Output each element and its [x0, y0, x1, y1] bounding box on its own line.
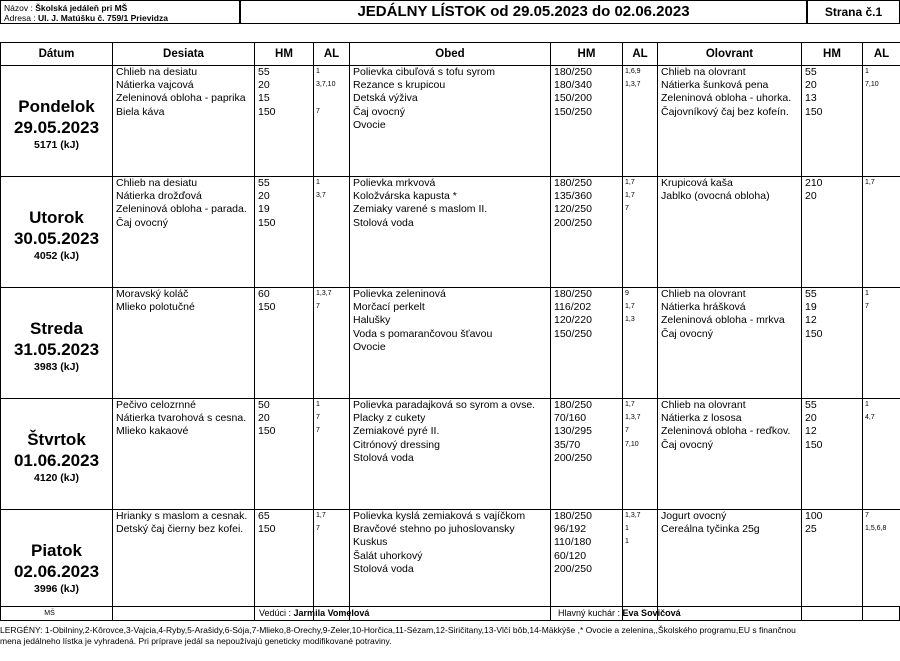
desiata-item: Zeleninová obloha - parada. [116, 203, 247, 216]
col-afternoon: Olovrant [658, 43, 802, 66]
obed-item-cell [350, 288, 551, 399]
col-afternoon-hm: HM [802, 43, 863, 66]
obed-item: Stolová voda [353, 562, 414, 575]
desiata-hm-cell [255, 510, 314, 621]
obed-item: Ovocie [353, 118, 386, 131]
desiata-hm: 55 [258, 66, 270, 78]
obed-al: 1,7 [625, 192, 635, 200]
olovrant-al: 1 [865, 290, 869, 297]
olovrant-item: Krupicová kaša [661, 177, 733, 189]
olovrant-item-cell [658, 399, 802, 510]
obed-al [623, 563, 657, 576]
desiata-item: Moravský koláč [116, 288, 189, 300]
olovrant-hm: 12 [805, 314, 817, 327]
olovrant-item: Jogurt ovocný [661, 510, 727, 522]
olovrant-item: Nátierka hrášková [661, 301, 746, 314]
olovrant-al-cell [863, 510, 900, 621]
olovrant-al: 4,7 [865, 414, 875, 422]
obed-al: 1,3 [625, 316, 635, 324]
obed-al [623, 217, 657, 230]
obed-item: Stolová voda [353, 216, 414, 229]
desiata-item: Biela káva [116, 105, 165, 118]
day-energy: 4120 (kJ) [34, 472, 79, 484]
desiata-hm: 20 [258, 412, 270, 425]
olovrant-item: Zeleninová obloha - uhorka. [661, 92, 792, 105]
obed-al: 1,3,7 [625, 81, 641, 89]
obed-al: 1,7 [625, 179, 635, 186]
obed-item: Zemiaky varené s maslom II. [353, 203, 488, 216]
desiata-al-cell [314, 177, 350, 288]
desiata-item: Nátierka vajcová [116, 79, 194, 92]
desiata-al [314, 92, 349, 105]
obed-item: Halušky [353, 314, 391, 327]
footer-ms: MŠ [44, 610, 55, 617]
obed-al: 1 [625, 525, 629, 533]
obed-item: Citrónový dressing [353, 438, 440, 451]
day-row [1, 288, 900, 399]
obed-hm: 35/70 [554, 438, 581, 451]
obed-hm [551, 341, 622, 354]
obed-al: 7 [625, 427, 629, 435]
obed-hm-cell [551, 66, 623, 177]
desiata-item: Chlieb na desiatu [116, 66, 198, 78]
olovrant-item: Zeleninová obloha - reďkov. [661, 425, 791, 438]
obed-item: Polievka cibuľová s tofu syrom [353, 66, 495, 78]
obed-item: Detská výživa [353, 92, 418, 105]
desiata-item: Detský čaj čierny bez kofei. [116, 523, 244, 536]
day-name: Štvrtok [27, 430, 86, 449]
olovrant-al: 7 [865, 512, 869, 519]
olovrant-hm: 13 [805, 92, 817, 105]
desiata-al: 1 [316, 179, 320, 186]
desiata-item-cell [113, 510, 255, 621]
olovrant-item: Čaj ovocný [661, 327, 713, 340]
head-cook-label: Hlavný kuchár : [558, 608, 621, 618]
obed-hm: 96/192 [554, 523, 587, 536]
obed-hm: 180/250 [554, 288, 592, 300]
obed-al: 1,7 [625, 401, 635, 408]
allergen-legend-line-2: mena jedálneho lístka je vyhradená. Pri príprave jedál sa nepoužívajú geneticky modifikované potraviny. [0, 636, 392, 646]
desiata-al: 7 [316, 427, 320, 435]
desiata-hm: 15 [258, 92, 270, 105]
obed-al [623, 106, 657, 119]
obed-item: Placky z cukety [353, 412, 426, 425]
desiata-hm: 150 [258, 523, 276, 536]
desiata-al: 7 [316, 414, 320, 422]
obed-al: 1 [625, 538, 629, 546]
obed-item: Morčací perkelt [353, 301, 425, 314]
olovrant-hm: 150 [805, 327, 823, 340]
olovrant-item: Chlieb na olovrant [661, 399, 746, 411]
desiata-hm-cell [255, 288, 314, 399]
desiata-hm: 150 [258, 216, 276, 229]
obed-item: Rezance s krupicou [353, 79, 446, 92]
head-cook-name: Eva Sovičová [622, 608, 681, 618]
olovrant-al [863, 92, 900, 105]
col-snack: Desiata [113, 43, 255, 66]
obed-item: Polievka paradajková so syrom a ovse. [353, 399, 536, 411]
olovrant-hm-cell [802, 510, 863, 621]
desiata-al: 7 [316, 107, 320, 115]
olovrant-al [863, 314, 900, 327]
obed-item: Polievka mrkvová [353, 177, 436, 189]
olovrant-al-cell [863, 66, 900, 177]
desiata-item-cell [113, 177, 255, 288]
signature-bar [0, 606, 900, 621]
day-name: Utorok [29, 208, 84, 227]
obed-hm-cell [551, 177, 623, 288]
desiata-hm: 60 [258, 288, 270, 300]
olovrant-item: Nátierka šunková pena [661, 79, 769, 92]
olovrant-hm: 210 [805, 177, 823, 189]
desiata-al [314, 203, 349, 216]
canteen-info [0, 0, 240, 24]
obed-al [623, 550, 657, 563]
day-name: Piatok [30, 541, 83, 560]
obed-item-cell [350, 177, 551, 288]
obed-hm: 135/360 [554, 190, 592, 203]
desiata-item-cell [113, 66, 255, 177]
olovrant-al-cell [863, 288, 900, 399]
obed-hm: 200/250 [554, 562, 592, 575]
olovrant-hm: 55 [805, 288, 817, 300]
olovrant-al: 1,7 [865, 179, 875, 186]
obed-al [623, 341, 657, 354]
olovrant-hm: 19 [805, 301, 817, 314]
obed-item-cell [350, 510, 551, 621]
olovrant-hm: 20 [805, 412, 817, 425]
obed-al [623, 92, 657, 105]
day-energy: 3996 (kJ) [34, 583, 79, 595]
desiata-hm-cell [255, 66, 314, 177]
day-cell [1, 399, 113, 510]
olovrant-hm: 20 [805, 79, 817, 92]
obed-hm: 180/340 [554, 79, 592, 92]
olovrant-hm-cell [802, 399, 863, 510]
desiata-al: 3,7 [316, 192, 326, 200]
olovrant-hm-cell [802, 288, 863, 399]
olovrant-item-cell [658, 288, 802, 399]
obed-al [623, 452, 657, 465]
olovrant-item-cell [658, 510, 802, 621]
desiata-item-cell [113, 399, 255, 510]
desiata-al: 7 [316, 303, 320, 311]
desiata-item: Zeleninová obloha - paprika [116, 92, 246, 105]
olovrant-hm: 55 [805, 66, 817, 78]
olovrant-al-cell [863, 177, 900, 288]
olovrant-hm: 100 [805, 510, 823, 522]
day-name: Streda [30, 319, 83, 338]
obed-item: Stolová voda [353, 451, 414, 464]
obed-hm: 70/160 [554, 412, 587, 425]
obed-hm: 180/250 [554, 399, 592, 411]
col-lunch: Obed [350, 43, 551, 66]
obed-item: Polievka kyslá zemiaková s vajíčkom [353, 510, 526, 522]
canteen-address-label: Adresa : [4, 13, 36, 23]
day-name: Pondelok [18, 97, 95, 116]
olovrant-al: 7 [865, 303, 869, 311]
obed-item-cell [350, 399, 551, 510]
day-energy: 4052 (kJ) [34, 250, 79, 262]
obed-hm: 180/250 [554, 66, 592, 78]
desiata-hm: 55 [258, 177, 270, 189]
desiata-item: Hrianky s maslom a cesnak. [116, 510, 248, 522]
head-cook [558, 607, 681, 620]
obed-al: 1,3,7 [625, 414, 641, 422]
table-header-row [1, 43, 900, 66]
desiata-al: 1 [316, 401, 320, 408]
obed-hm-cell [551, 399, 623, 510]
desiata-hm: 150 [258, 301, 276, 314]
day-date: 31.05.2023 [13, 340, 100, 359]
obed-item-cell [350, 66, 551, 177]
olovrant-al: 1 [865, 68, 869, 75]
olovrant-item: Chlieb na olovrant [661, 66, 746, 78]
desiata-hm: 19 [258, 203, 270, 216]
obed-al: 1,7 [625, 303, 635, 311]
desiata-item: Nátierka drožďová [116, 190, 202, 203]
col-afternoon-al: AL [863, 43, 900, 66]
obed-item: Bravčové stehno po juhoslovansky [353, 523, 515, 536]
desiata-item: Čaj ovocný [116, 216, 168, 229]
desiata-al: 1,7 [316, 512, 326, 519]
obed-item: Polievka zeleninová [353, 288, 446, 300]
day-row [1, 510, 900, 621]
obed-al [623, 119, 657, 132]
obed-hm: 180/250 [554, 510, 592, 522]
obed-item: Ovocie [353, 340, 386, 353]
obed-al-cell [623, 288, 658, 399]
obed-hm-cell [551, 288, 623, 399]
olovrant-hm: 20 [805, 190, 817, 203]
day-energy: 5171 (kJ) [34, 139, 79, 151]
obed-hm: 150/250 [554, 105, 592, 118]
obed-hm: 120/220 [554, 314, 592, 327]
obed-item: Zemiakové pyré II. [353, 425, 440, 438]
olovrant-al [863, 190, 900, 203]
olovrant-hm: 25 [805, 523, 817, 536]
canteen-name-label: Názov : [4, 3, 33, 13]
olovrant-item: Cereálna tyčinka 25g [661, 523, 760, 536]
obed-al-cell [623, 399, 658, 510]
allergen-legend-line-1: LERGÉNY: 1-Obilniny,2-Kôrovce,3-Vajcia,4-Ryby,5-Arašidy,6-Sója,7-Mlieko,8-Orechy,9-Zeler,10-Horčica,11-Sézam,12-Siričitany,13-Vlčí bôb,14-Mäkkýše ,* Ovocie a zelenina,,Školského programu,EU s finančnou [0, 625, 796, 635]
manager [259, 607, 369, 620]
day-cell [1, 288, 113, 399]
desiata-al-cell [314, 66, 350, 177]
page-number: Strana č.1 [807, 0, 900, 24]
col-lunch-hm: HM [551, 43, 623, 66]
desiata-al: 1 [316, 68, 320, 75]
day-energy: 3983 (kJ) [34, 361, 79, 373]
manager-label: Vedúci : [259, 608, 292, 618]
obed-al-cell [623, 510, 658, 621]
olovrant-al: 1 [865, 401, 869, 408]
desiata-item: Nátierka tvarohová s cesna. [116, 412, 247, 425]
desiata-item: Mlieko polotučné [116, 301, 195, 314]
obed-al: 9 [625, 290, 629, 297]
day-row [1, 66, 900, 177]
desiata-al-cell [314, 510, 350, 621]
obed-hm: 150/200 [554, 92, 592, 105]
olovrant-hm: 150 [805, 105, 823, 118]
olovrant-hm-cell [802, 177, 863, 288]
olovrant-item-cell [658, 66, 802, 177]
olovrant-item: Chlieb na olovrant [661, 288, 746, 300]
desiata-hm: 50 [258, 399, 270, 411]
manager-name: Jarmila Vomelová [293, 608, 370, 618]
canteen-name-row [4, 3, 236, 13]
day-cell [1, 177, 113, 288]
olovrant-item-cell [658, 177, 802, 288]
olovrant-al [863, 106, 900, 119]
olovrant-item: Čaj ovocný [661, 438, 713, 451]
obed-al: 1,6,9 [625, 68, 641, 75]
day-date: 02.06.2023 [13, 562, 100, 581]
desiata-hm: 20 [258, 190, 270, 203]
obed-item: Šalát uhorkový [353, 549, 423, 562]
obed-al-cell [623, 177, 658, 288]
desiata-item-cell [113, 288, 255, 399]
desiata-item: Pečivo celozrnné [116, 399, 196, 411]
day-date: 30.05.2023 [13, 229, 100, 248]
olovrant-hm-cell [802, 66, 863, 177]
canteen-address-row [4, 13, 236, 23]
olovrant-item: Jablko (ovocná obloha) [661, 190, 770, 203]
obed-al: 1,3,7 [625, 512, 641, 519]
menu-table [0, 42, 900, 621]
obed-hm: 120/250 [554, 203, 592, 216]
obed-al-cell [623, 66, 658, 177]
desiata-hm: 20 [258, 79, 270, 92]
desiata-al: 3,7,10 [316, 81, 336, 89]
obed-hm: 130/295 [554, 425, 592, 438]
desiata-hm: 65 [258, 510, 270, 522]
olovrant-al [863, 439, 900, 452]
desiata-hm-cell [255, 177, 314, 288]
day-cell [1, 510, 113, 621]
col-lunch-al: AL [623, 43, 658, 66]
obed-hm: 116/202 [554, 301, 592, 314]
desiata-al-cell [314, 288, 350, 399]
obed-hm: 200/250 [554, 216, 592, 229]
olovrant-al [863, 328, 900, 341]
olovrant-hm: 55 [805, 399, 817, 411]
desiata-al: 1,3,7 [316, 290, 332, 297]
olovrant-item: Nátierka z lososa [661, 412, 742, 425]
menu-title: JEDÁLNY LÍSTOK od 29.05.2023 do 02.06.2023 [240, 0, 807, 24]
desiata-item: Chlieb na desiatu [116, 177, 198, 189]
day-date: 01.06.2023 [13, 451, 100, 470]
desiata-item: Mlieko kakaové [116, 425, 189, 438]
desiata-hm-cell [255, 399, 314, 510]
obed-hm-cell [551, 510, 623, 621]
obed-item: Koložvárska kapusta * [353, 190, 457, 203]
obed-hm: 180/250 [554, 177, 592, 189]
day-date: 29.05.2023 [13, 118, 100, 137]
col-snack-al: AL [314, 43, 350, 66]
olovrant-al-cell [863, 399, 900, 510]
canteen-name: Školská jedáleň pri MŠ [35, 3, 128, 13]
obed-item: Čaj ovocný [353, 105, 405, 118]
obed-al [623, 328, 657, 341]
col-date: Dátum [1, 43, 113, 66]
day-row [1, 399, 900, 510]
obed-hm: 200/250 [554, 451, 592, 464]
olovrant-item: Čajovníkový čaj bez kofeín. [661, 105, 789, 118]
obed-hm: 150/250 [554, 327, 592, 340]
obed-hm: 60/120 [554, 549, 587, 562]
olovrant-al: 1,5,6,8 [865, 525, 887, 533]
desiata-hm: 150 [258, 105, 276, 118]
olovrant-al: 7,10 [865, 81, 879, 89]
desiata-al: 7 [316, 525, 320, 533]
col-snack-hm: HM [255, 43, 314, 66]
obed-item: Voda s pomarančovou šťavou [353, 327, 493, 340]
obed-al: 7,10 [625, 440, 639, 448]
obed-al: 7 [625, 205, 629, 213]
olovrant-item: Zeleninová obloha - mrkva [661, 314, 785, 327]
day-cell [1, 66, 113, 177]
olovrant-hm: 150 [805, 438, 823, 451]
obed-hm [551, 119, 622, 132]
olovrant-al [863, 425, 900, 438]
olovrant-hm: 12 [805, 425, 817, 438]
obed-item: Kuskus [353, 536, 388, 549]
obed-hm: 110/180 [554, 536, 592, 549]
desiata-al [314, 217, 349, 230]
desiata-al-cell [314, 399, 350, 510]
day-row [1, 177, 900, 288]
canteen-address: Ul. J. Matúšku č. 759/1 Prievidza [38, 13, 168, 23]
desiata-hm: 150 [258, 425, 276, 438]
allergen-legend [0, 625, 900, 647]
